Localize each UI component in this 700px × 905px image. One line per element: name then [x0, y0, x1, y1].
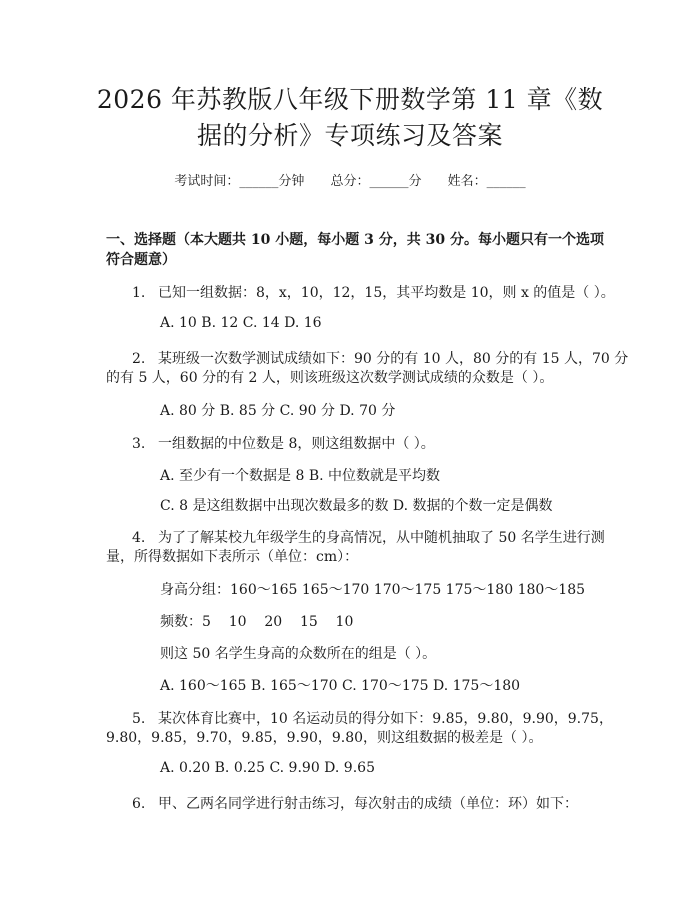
question-2-options: A. 80 分 B. 85 分 C. 90 分 D. 70 分	[160, 403, 396, 419]
question-4-ask: 则这 50 名学生身高的众数所在的组是（ ）。	[160, 646, 437, 662]
question-number: 5.	[132, 711, 146, 727]
question-number: 4.	[132, 530, 146, 546]
question-number: 2.	[132, 351, 146, 367]
question-2-continuation: 的有 5 人，60 分的有 2 人，则该班级这次数学测试成绩的众数是（ ）。	[106, 370, 554, 386]
question-2	[132, 348, 628, 368]
exam-info	[0, 170, 700, 189]
section-heading: 一、选择题（本大题共 10 小题，每小题 3 分，共 30 分。每小题只有一个选项符合题意）	[106, 232, 604, 268]
document-title-line-1: 2026 年苏教版八年级下册数学第 11 章《数	[96, 85, 604, 114]
question-6	[132, 793, 578, 813]
question-number: 1.	[132, 285, 146, 301]
question-3-options-line-1: A. 至少有一个数据是 8 B. 中位数就是平均数	[160, 468, 441, 484]
student-name-field: 姓名：______	[447, 174, 526, 189]
question-4-options: A. 160～165 B. 165～170 C. 170～175 D. 175～180	[160, 678, 521, 694]
question-5	[132, 708, 613, 728]
question-text: 某次体育比赛中，10 名运动员的得分如下：9.85，9.80，9.90，9.75，	[158, 711, 613, 727]
question-number: 6.	[132, 796, 146, 812]
frequency-values: 5 10 20 15 10	[202, 614, 354, 630]
question-text: 为了了解某校九年级学生的身高情况，从中随机抽取了 50 名学生进行测	[158, 530, 605, 546]
frequency-label: 频数：	[160, 614, 202, 630]
frequency-row	[160, 611, 353, 631]
question-5-options: A. 0.20 B. 0.25 C. 9.90 D. 9.65	[160, 760, 375, 776]
question-4	[132, 527, 605, 547]
question-5-continuation: 9.80，9.85，9.70，9.85，9.90，9.80，则这组数据的极差是（ ）。	[106, 730, 543, 746]
question-text: 一组数据的中位数是 8，则这组数据中（ ）。	[158, 436, 435, 452]
exam-score-field: 总分：______分	[330, 174, 422, 189]
question-3	[132, 433, 435, 453]
question-4-continuation: 量，所得数据如下表所示（单位：cm）：	[106, 549, 359, 565]
question-1	[132, 282, 615, 302]
question-text: 某班级一次数学测试成绩如下：90 分的有 10 人，80 分的有 15 人，70 分	[158, 351, 629, 367]
question-1-options: A. 10 B. 12 C. 14 D. 16	[160, 315, 322, 331]
exam-time-field: 考试时间：______分钟	[174, 174, 305, 189]
question-text: 甲、乙两名同学进行射击练习，每次射击的成绩（单位：环）如下：	[158, 796, 578, 812]
height-groups-row: 身高分组：160～165 165～170 170～175 175～180 180～185	[160, 582, 586, 598]
question-3-options-line-2: C. 8 是这组数据中出现次数最多的数 D. 数据的个数一定是偶数	[160, 498, 553, 514]
question-number: 3.	[132, 436, 146, 452]
document-title-line-2: 据的分析》专项练习及答案	[196, 121, 503, 150]
question-text: 已知一组数据：8，x，10，12，15，其平均数是 10，则 x 的值是（ ）。	[158, 285, 615, 301]
